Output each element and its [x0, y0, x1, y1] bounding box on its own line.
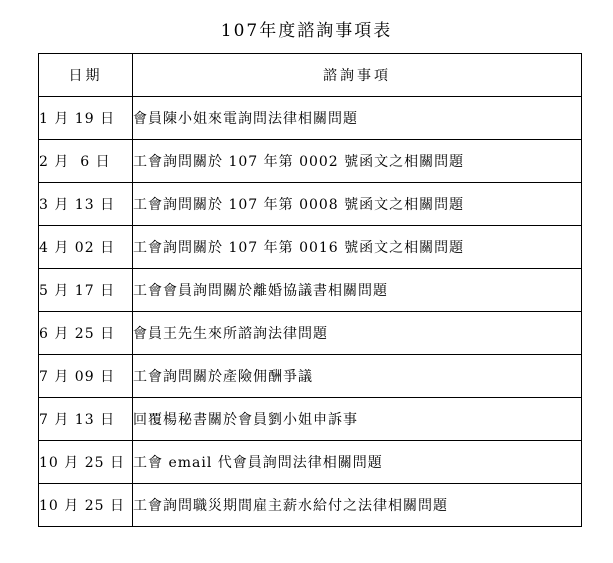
date-cell: 10 月 25 日 [39, 484, 133, 527]
table-row [39, 484, 582, 527]
table-row [39, 140, 582, 183]
column-header-date: 日期 [39, 54, 133, 97]
table-header-row [39, 54, 582, 97]
item-cell: 工會詢問關於產險佣酬爭議 [133, 355, 582, 398]
table-row [39, 226, 582, 269]
table-row [39, 183, 582, 226]
item-cell: 工會詢問關於 107 年第 0008 號函文之相關問題 [133, 183, 582, 226]
column-header-item: 諮詢事項 [133, 54, 582, 97]
item-cell: 工會詢問關於 107 年第 0002 號函文之相關問題 [133, 140, 582, 183]
date-cell: 6 月 25 日 [39, 312, 133, 355]
table-row [39, 97, 582, 140]
item-cell: 工會會員詢問關於離婚協議書相關問題 [133, 269, 582, 312]
page-title: 107年度諮詢事項表 [220, 21, 393, 41]
date-cell: 10 月 25 日 [39, 441, 133, 484]
item-cell: 回覆楊秘書關於會員劉小姐申訴事 [133, 398, 582, 441]
table-row [39, 312, 582, 355]
item-cell: 工會詢問關於 107 年第 0016 號函文之相關問題 [133, 226, 582, 269]
table-row [39, 355, 582, 398]
item-cell: 工會詢問職災期間雇主薪水給付之法律相關問題 [133, 484, 582, 527]
date-cell: 5 月 17 日 [39, 269, 133, 312]
item-cell: 工會 email 代會員詢問法律相關問題 [133, 441, 582, 484]
date-cell: 4 月 02 日 [39, 226, 133, 269]
item-cell: 會員王先生來所諮詢法律問題 [133, 312, 582, 355]
table-row [39, 269, 582, 312]
date-cell: 1 月 19 日 [39, 97, 133, 140]
date-cell: 7 月 13 日 [39, 398, 133, 441]
table-row [39, 398, 582, 441]
table-row [39, 441, 582, 484]
date-cell: 2 月 6 日 [39, 140, 133, 183]
consultation-table [38, 53, 582, 527]
date-cell: 3 月 13 日 [39, 183, 133, 226]
date-cell: 7 月 09 日 [39, 355, 133, 398]
item-cell: 會員陳小姐來電詢問法律相關問題 [133, 97, 582, 140]
